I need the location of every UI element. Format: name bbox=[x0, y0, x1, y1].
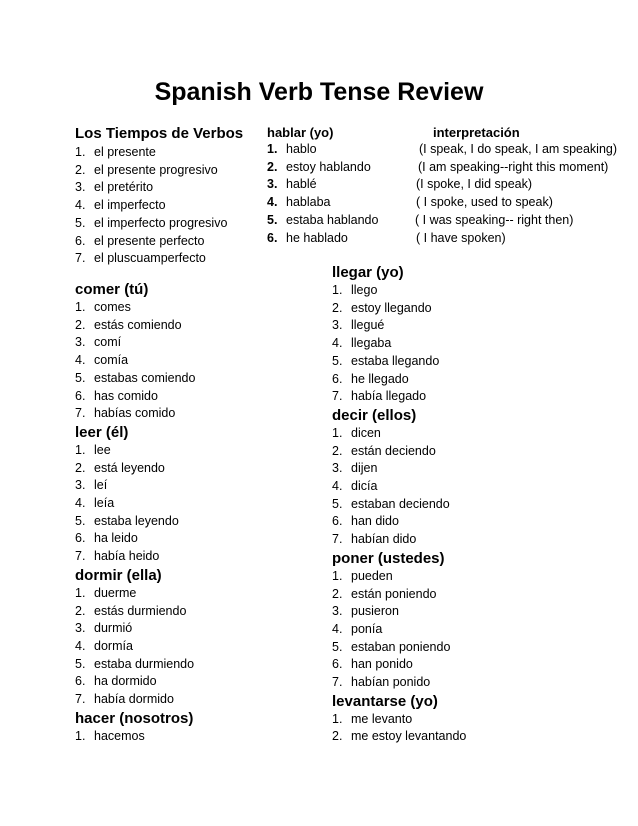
interp-heading: interpretación bbox=[433, 125, 520, 140]
list-item: 6. he hablado bbox=[267, 230, 348, 245]
list-item: 6. el presente perfecto bbox=[75, 233, 205, 248]
list-item: 1. comes bbox=[75, 300, 131, 314]
tiempos-list bbox=[75, 144, 243, 268]
list-item: 6. han dido bbox=[332, 514, 399, 529]
list-item: 2. están poniendo bbox=[332, 586, 437, 601]
list-item: 1. me levanto bbox=[332, 711, 413, 726]
list-item: 6. he llegado bbox=[332, 371, 409, 386]
list-item: 2. el presente progresivo bbox=[75, 162, 218, 177]
list-item: 2. estás comiendo bbox=[75, 317, 182, 332]
list-item: 5. estaba llegando bbox=[332, 353, 440, 368]
list-item: 3. leí bbox=[75, 478, 108, 493]
dormir-list bbox=[75, 585, 195, 709]
list-item: 2. estás durmiendo bbox=[75, 603, 187, 618]
dormir-heading: dormir (ella) bbox=[75, 566, 162, 584]
page-title: Spanish Verb Tense Review bbox=[154, 78, 484, 106]
list-item: 3. hablé bbox=[267, 177, 317, 192]
list-item: 2. estoy hablando bbox=[267, 159, 371, 174]
levantarse-list bbox=[332, 711, 466, 746]
interp-item: (I spoke, I did speak) bbox=[416, 177, 533, 192]
interp-item: (I speak, I do speak, I am speaking) bbox=[419, 142, 618, 156]
interp-item: ( I spoke, used to speak) bbox=[416, 195, 553, 210]
list-item: 4. hablaba bbox=[267, 195, 331, 210]
list-item: 1. el presente bbox=[75, 145, 156, 159]
list-item: 3. dijen bbox=[332, 461, 378, 476]
list-item: 4. dicía bbox=[332, 479, 378, 494]
list-item: 5. el imperfecto progresivo bbox=[75, 215, 228, 230]
list-item: 4. dormía bbox=[75, 638, 133, 653]
hablar-list bbox=[267, 141, 378, 247]
hacer-list bbox=[75, 728, 195, 746]
list-item: 7. había llegado bbox=[332, 389, 427, 404]
list-item: 3. comí bbox=[75, 335, 122, 350]
list-item: 5. estaban deciendo bbox=[332, 496, 450, 511]
tiempos-section bbox=[75, 124, 243, 268]
decir-list bbox=[332, 425, 466, 549]
list-item: 5. estabas comiendo bbox=[75, 370, 196, 385]
interp-item: ( I have spoken) bbox=[416, 230, 506, 245]
list-item: 1. lee bbox=[75, 442, 111, 457]
left-verb-column bbox=[75, 280, 195, 745]
llegar-list bbox=[332, 282, 466, 406]
list-item: 4. leía bbox=[75, 496, 115, 511]
right-verb-column bbox=[332, 263, 466, 746]
list-item: 7. había heido bbox=[75, 549, 160, 564]
comer-heading: comer (tú) bbox=[75, 281, 149, 298]
list-item: 7. habían dido bbox=[332, 532, 417, 547]
list-item: 7. habías comido bbox=[75, 406, 176, 421]
interp-item: ( I was speaking-- right then) bbox=[415, 212, 574, 227]
list-item: 5. estaba durmiendo bbox=[75, 656, 195, 671]
list-item: 2. están deciendo bbox=[332, 443, 436, 458]
list-item: 3. el pretérito bbox=[75, 180, 154, 195]
list-item: 4. llegaba bbox=[332, 336, 392, 351]
levantarse-heading: levantarse (yo) bbox=[332, 692, 438, 710]
list-item: 4. comía bbox=[75, 353, 129, 368]
list-item: 4. el imperfecto bbox=[75, 198, 166, 213]
hablar-heading: hablar (yo) bbox=[267, 125, 334, 140]
hacer-heading: hacer (nosotros) bbox=[75, 709, 194, 727]
leer-list bbox=[75, 442, 195, 566]
poner-heading: poner (ustedes) bbox=[332, 549, 445, 567]
leer-heading: leer (él) bbox=[75, 423, 129, 441]
poner-list bbox=[332, 568, 466, 692]
list-item: 6. has comido bbox=[75, 388, 158, 403]
list-item: 2. estoy llegando bbox=[332, 300, 432, 315]
list-item: 4. ponía bbox=[332, 621, 383, 636]
list-item: 7. el pluscuamperfecto bbox=[75, 251, 206, 266]
list-item: 1. dicen bbox=[332, 425, 381, 440]
list-item: 5. estaba hablando bbox=[267, 212, 379, 227]
list-item: 6. han ponido bbox=[332, 657, 413, 672]
list-item: 7. habían ponido bbox=[332, 675, 431, 690]
tiempos-heading: Los Tiempos de Verbos bbox=[75, 125, 244, 142]
list-item: 1. llego bbox=[332, 283, 378, 297]
list-item: 2. me estoy levantando bbox=[332, 729, 467, 744]
list-item: 6. ha leido bbox=[75, 531, 138, 546]
list-item: 1. hablo bbox=[267, 142, 317, 156]
list-item: 3. pusieron bbox=[332, 604, 399, 619]
list-item: 2. está leyendo bbox=[75, 460, 165, 475]
comer-list bbox=[75, 299, 195, 423]
list-item: 1. pueden bbox=[332, 568, 393, 583]
list-item: 3. durmió bbox=[75, 621, 133, 636]
list-item: 5. estaban poniendo bbox=[332, 639, 451, 654]
list-item: 3. llegué bbox=[332, 318, 385, 333]
list-item: 7. había dormido bbox=[75, 692, 174, 707]
list-item: 6. ha dormido bbox=[75, 674, 157, 689]
list-item: 5. estaba leyendo bbox=[75, 513, 179, 528]
hablar-section bbox=[267, 124, 378, 247]
list-item: 1. hacemos bbox=[75, 728, 145, 743]
interp-item: (I am speaking--right this moment) bbox=[418, 159, 609, 174]
decir-heading: decir (ellos) bbox=[332, 406, 417, 424]
llegar-heading: llegar (yo) bbox=[332, 264, 404, 281]
list-item: 1. duerme bbox=[75, 585, 137, 600]
